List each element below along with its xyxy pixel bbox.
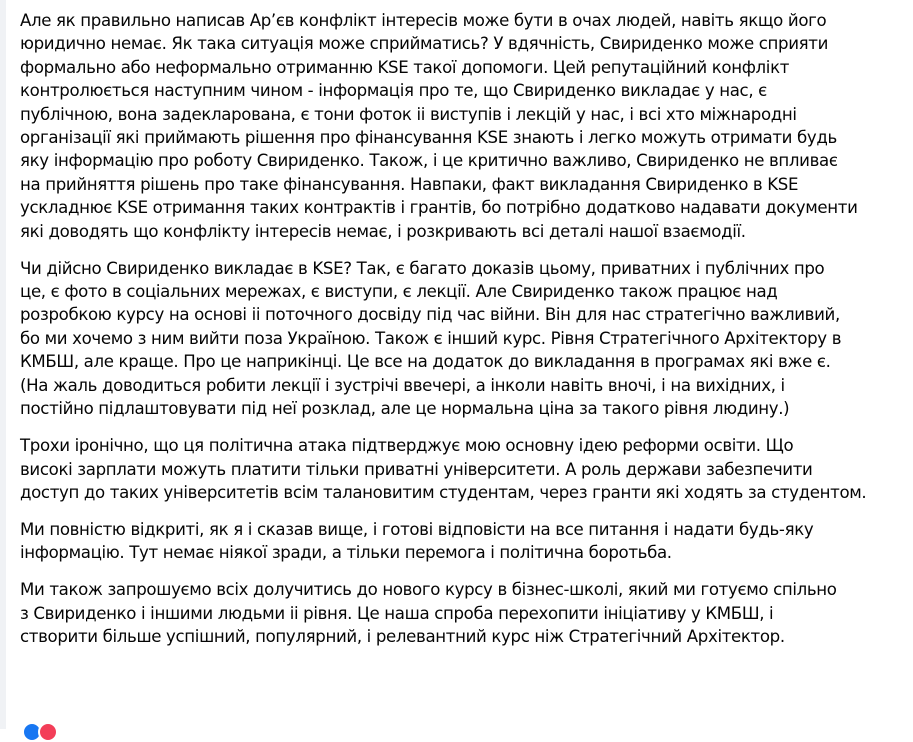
text-line: (На жаль доводиться робити лекції і зустрічі ввечері, а інколи навіть вночі, і на вихідних, і <box>20 375 785 395</box>
text-line: яку інформацію про роботу Свириденко. Також, і це критично важливо, Свириденко не впливає <box>20 151 838 171</box>
text-line: юридично немає. Як така ситуація може сприйматись? У вдячність, Свириденко може сприяти <box>20 34 829 54</box>
text-line: контролюється наступним чином - інформація про те, що Свириденко викладає у нас, є <box>20 81 767 101</box>
text-line: які доводять що конфлікту інтересів немає, і розкривають всі деталі нашої взаємодії. <box>20 221 746 241</box>
text-line: доступ до таких університетів всім талановитим студентам, через гранти які ходять за студентом. <box>20 482 867 502</box>
text-line: розробкою курсу на основі іі поточного досвіду під час війни. Він для нас стратегічно важливий, <box>20 305 840 325</box>
text-line: Ми повністю відкриті, як я і сказав вище, і готові відповісти на все питання і надати будь-яку <box>20 519 814 539</box>
text-line: бо ми хочемо з ним вийти поза Україною. Також є інший курс. Рівня Стратегічного Архітектору в <box>20 328 842 348</box>
text-line: ускладнює KSE отримання таких контрактів і грантів, бо потрібно додатково надавати документи <box>20 198 858 218</box>
paragraph-5 <box>20 578 913 648</box>
paragraph-2 <box>20 257 913 421</box>
text-line: КМБШ, але краще. Про це наприкінці. Це все на додаток до викладання в програмах які вже є. <box>20 352 831 372</box>
paragraph-1 <box>20 9 913 243</box>
text-line: інформацію. Тут немає ніякої зради, а тільки перемога і політична боротьба. <box>20 543 672 563</box>
text-line: постійно підлаштовувати під неї розклад, але це нормальна ціна за такого рівня людину.) <box>20 399 790 419</box>
text-line: Ми також запрошуємо всіх долучитись до нового курсу в бізнес-школі, який ми готуємо спільно <box>20 580 837 600</box>
text-line: формально або неформально отриманню KSE такої допомоги. Цей репутаційний конфлікт <box>20 57 790 77</box>
text-line: Чи дійсно Свириденко викладає в KSE? Так, є багато доказів цьому, приватних і публічних про <box>20 258 825 278</box>
paragraph-3 <box>20 434 913 504</box>
reactions-bar[interactable] <box>22 722 54 738</box>
paragraph-4 <box>20 518 913 565</box>
left-gutter <box>0 0 6 729</box>
text-line: Але як правильно написав Ар’єв конфлікт інтересів може бути в очах людей, навіть якщо його <box>20 11 827 30</box>
text-line: організації які приймають рішення про фінансування KSE знають і легко можуть отримати будь <box>20 128 837 148</box>
text-line: це, є фото в соціальних мережах, є виступи, є лекції. Але Свириденко також працює над <box>20 282 778 302</box>
love-icon <box>38 722 58 742</box>
post-text <box>20 9 913 662</box>
text-line: на прийняття рішень про таке фінансування. Навпаки, факт викладання Свириденко в KSE <box>20 174 799 194</box>
text-line: високі зарплати можуть платити тільки приватні університети. А роль держави забезпечити <box>20 459 813 479</box>
text-line: з Свириденко і іншими людьми іі рівня. Це наша спроба перехопити ініціативу у КМБШ, і <box>20 603 774 623</box>
text-line: створити більше успішний, популярний, і релевантний курс ніж Стратегічний Архітектор. <box>20 627 785 647</box>
text-line: публічною, вона задекларована, є тони фоток іі виступів і лекцій у нас, і всі хто міжнародні <box>20 104 797 124</box>
text-line: Трохи іронічно, що ця політична атака підтверджує мою основну ідею реформи освіти. Що <box>20 436 794 456</box>
